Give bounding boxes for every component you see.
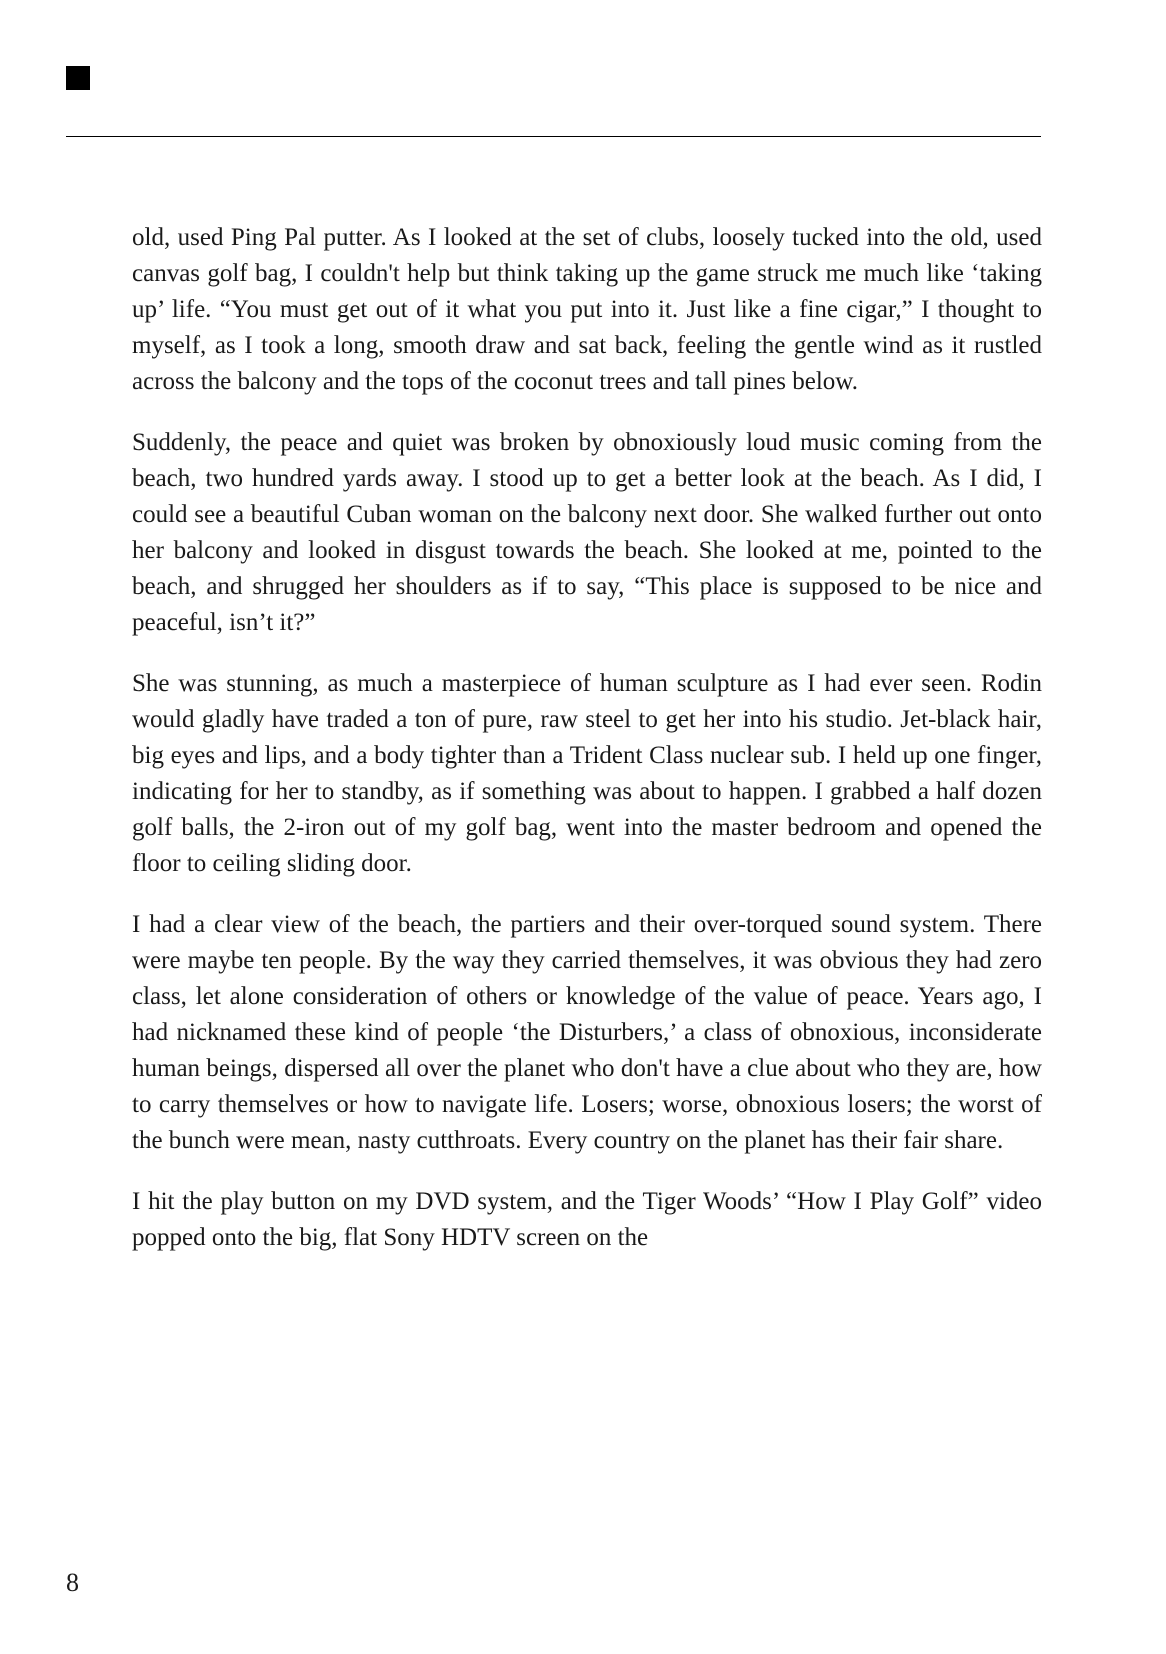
body-text	[132, 220, 1042, 1281]
page-number: 8	[66, 1568, 79, 1597]
paragraph-1: old, used Ping Pal putter. As I looked at the set of clubs, loosely tucked into the old, used canvas golf bag, I couldn't help but think taking up the game struck me much like ‘taking up’ life. “You must get out of it what you put into it. Just like a fine cigar,” I thought to myself, as I took a long, smooth draw and sat back, feeling the gentle wind as it rustled across the balcony and the tops of the coconut trees and tall pines below.	[132, 224, 1042, 395]
paragraph-5: I hit the play button on my DVD system, and the Tiger Woods’ “How I Play Golf” video popped onto the big, flat Sony HDTV screen on the	[132, 1188, 1042, 1251]
header-divider	[66, 136, 1041, 137]
paragraph-2: Suddenly, the peace and quiet was broken by obnoxiously loud music coming from the beach, two hundred yards away. I stood up to get a better look at the beach. As I did, I could see a beautiful Cuban woman on the balcony next door. She walked further out onto her balcony and looked in disgust towards the beach. She looked at me, pointed to the beach, and shrugged her shoulders as if to say, “This place is supposed to be nice and peaceful, isn’t it?”	[132, 429, 1042, 636]
paragraph-3: She was stunning, as much a masterpiece of human sculpture as I had ever seen. Rodin would gladly have traded a ton of pure, raw steel to get her into his studio. Jet-black hair, big eyes and lips, and a body tighter than a Trident Class nuclear sub. I held up one finger, indicating for her to standby, as if something was about to happen. I grabbed a half dozen golf balls, the 2-iron out of my golf bag, went into the master bedroom and opened the floor to ceiling sliding door.	[132, 670, 1042, 877]
paragraph-4: I had a clear view of the beach, the partiers and their over-torqued sound system. There were maybe ten people. By the way they carried themselves, it was obvious they had zero class, let alone consideration of others or knowledge of the value of peace. Years ago, I had nicknamed these kind of people ‘the Disturbers,’ a class of obnoxious, inconsiderate human beings, dispersed all over the planet who don't have a clue about who they are, how to carry themselves or how to navigate life. Losers; worse, obnoxious losers; the worst of the bunch were mean, nasty cutthroats. Every country on the planet has their fair share.	[132, 911, 1042, 1154]
corner-square-mark	[66, 66, 90, 90]
